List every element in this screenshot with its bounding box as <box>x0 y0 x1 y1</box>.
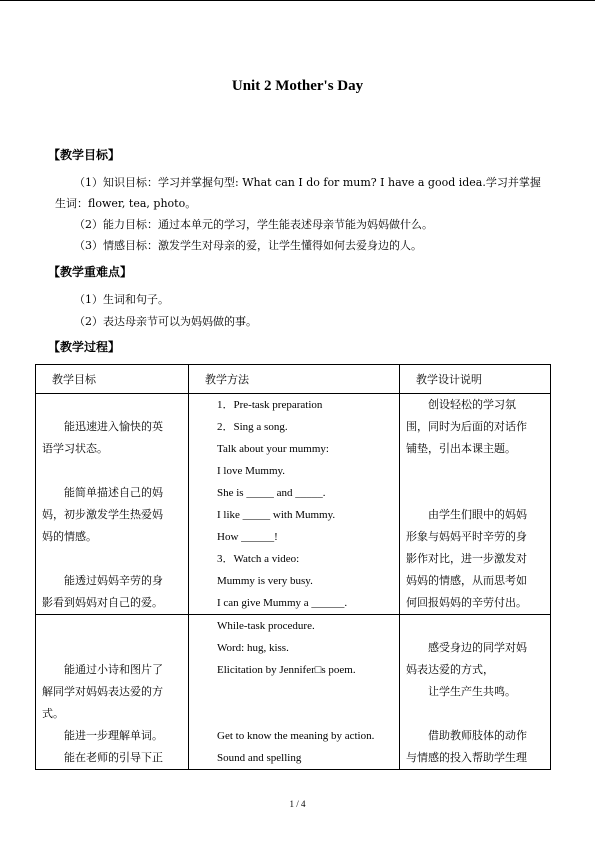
key-point-line-1: （1）生词和句子。 <box>74 293 169 306</box>
cell-line: 铺垫，引出本课主题。 <box>406 442 516 455</box>
cell-line: 能迅速进入愉快的英 <box>64 420 163 433</box>
page-number: 1 / 4 <box>289 799 306 809</box>
cell-line <box>42 460 182 482</box>
cell-line: Elicitation by Jennifer□s poem. <box>217 664 356 676</box>
row2-goal-cell <box>36 615 189 770</box>
cell-line: 能在老师的引导下正 <box>64 751 163 764</box>
cell-line: 借助教师肢体的动作 <box>428 729 527 742</box>
cell-line: 与情感的投入帮助学生理 <box>406 751 527 764</box>
cell-line: She is _____ and _____. <box>217 487 326 499</box>
cell-line: 能透过妈妈辛劳的身 <box>64 574 163 587</box>
row1-goal-cell <box>36 394 189 615</box>
cell-line: Word: hug, kiss. <box>217 642 289 654</box>
column-header-method: 教学方法 <box>189 365 400 394</box>
cell-line <box>42 637 182 659</box>
cell-line: 2．Sing a song. <box>217 421 288 433</box>
row1-note-cell <box>400 394 551 615</box>
cell-line: 围，同时为后面的对话作 <box>406 420 527 433</box>
objective-line-3: （2）能力目标：通过本单元的学习，学生能表述母亲节能为妈妈做什么。 <box>74 218 433 231</box>
cell-line: Mummy is very busy. <box>217 575 313 587</box>
cell-line: 让学生产生共鸣。 <box>428 685 516 698</box>
cell-line: 影作对比，进一步激发对 <box>406 552 527 565</box>
cell-line <box>406 615 544 637</box>
cell-line: 妈妈的情感，从而思考如 <box>406 574 527 587</box>
cell-line: 妈，初步激发学生热爱妈 <box>42 508 163 521</box>
cell-line: 何回报妈妈的辛劳付出。 <box>406 596 527 609</box>
key-point-line-2: （2）表达母亲节可以为妈妈做的事。 <box>74 315 257 328</box>
table-row <box>36 615 551 770</box>
row1-method-cell <box>189 394 400 615</box>
cell-line: 妈表达爱的方式， <box>406 663 494 676</box>
cell-line: 语学习状态。 <box>42 442 108 455</box>
table-row <box>36 394 551 615</box>
cell-line <box>406 703 544 725</box>
cell-line <box>406 482 544 504</box>
cell-line: How ______! <box>217 531 278 543</box>
cell-line: I love Mummy. <box>217 465 286 477</box>
heading-objectives: 【教学目标】 <box>48 148 121 162</box>
cell-line: 1．Pre-task preparation <box>217 399 323 411</box>
cell-line: I like _____ with Mummy. <box>217 509 336 521</box>
cell-line: 解同学对妈妈表达爱的方 <box>42 685 163 698</box>
heading-process: 【教学过程】 <box>48 340 121 354</box>
cell-line: 由学生们眼中的妈妈 <box>428 508 527 521</box>
cell-line: While-task procedure. <box>217 620 315 632</box>
cell-line: 3．Watch a video: <box>217 553 300 565</box>
cell-line: Get to know the meaning by action. <box>217 730 375 742</box>
cell-line: 形象与妈妈平时辛劳的身 <box>406 530 527 543</box>
cell-line: 能进一步理解单词。 <box>64 729 163 742</box>
cell-line: 感受身边的同学对妈 <box>428 641 527 654</box>
cell-line: 式。 <box>42 707 64 720</box>
row2-note-cell <box>400 615 551 770</box>
process-table <box>35 364 551 770</box>
cell-line: Sound and spelling <box>217 752 302 764</box>
cell-line: I can give Mummy a ______. <box>217 597 348 609</box>
cell-line <box>217 703 393 725</box>
cell-line <box>42 548 182 570</box>
cell-line: Talk about your mummy: <box>217 443 329 455</box>
cell-line <box>42 615 182 637</box>
cell-line: 能简单描述自己的妈 <box>64 486 163 499</box>
cell-line: 妈的情感。 <box>42 530 97 543</box>
cell-line: 创设轻松的学习氛 <box>428 398 516 411</box>
cell-line <box>217 681 393 703</box>
column-header-goal: 教学目标 <box>36 365 189 394</box>
objective-line-4: （3）情感目标：激发学生对母亲的爱，让学生懂得如何去爱身边的人。 <box>74 239 422 252</box>
document-title: Unit 2 Mother's Day <box>231 78 364 94</box>
table-header-row <box>36 365 551 394</box>
objective-line-1: （1）知识目标：学习并掌握句型: What can I do for mum? I have a good idea.学习并掌握 <box>74 176 541 189</box>
cell-line: 影看到妈妈对自己的爱。 <box>42 596 163 609</box>
cell-line <box>42 394 182 416</box>
heading-key-points: 【教学重难点】 <box>48 265 133 279</box>
objective-line-2: 生词：flower, tea, photo。 <box>55 197 197 210</box>
cell-line: 能通过小诗和图片了 <box>64 663 163 676</box>
row2-method-cell <box>189 615 400 770</box>
cell-line <box>406 460 544 482</box>
column-header-note: 教学设计说明 <box>400 365 551 394</box>
page-top-rule <box>0 0 595 1</box>
